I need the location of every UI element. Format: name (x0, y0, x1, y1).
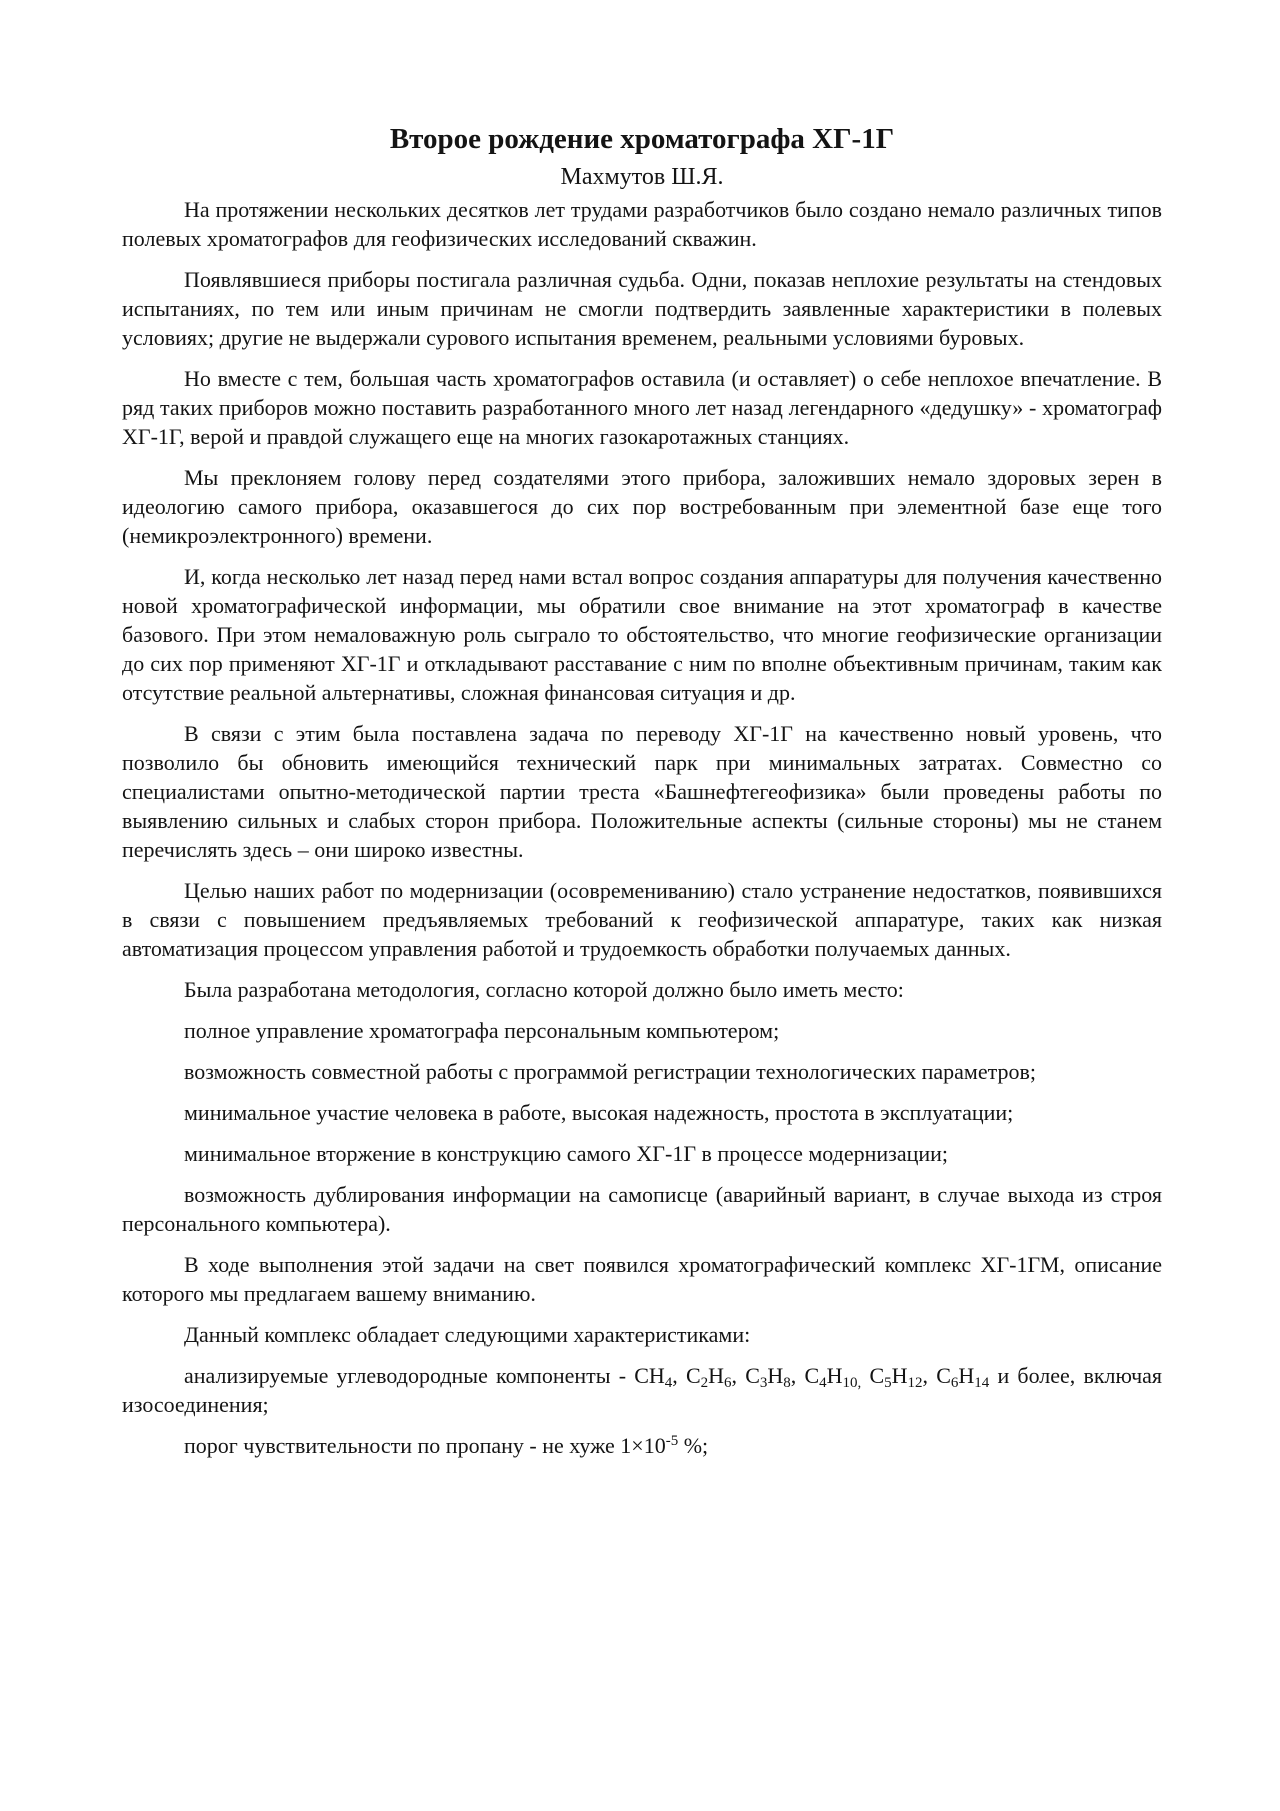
paragraph: Но вместе с тем, большая часть хроматографов оставила (и оставляет) о себе неплохое впечатление. В ряд таких приборов можно поставить разработанного много лет назад легендарного «дедушку» - хроматограф ХГ-1Г, верой и правдой служащего еще на многих газокаротажных станциях. (122, 366, 1162, 449)
list-item: полное управление хроматографа персональным компьютером; (184, 1018, 780, 1043)
formula-c4h10: $C_4H_{10,}$ (804, 1363, 862, 1391)
document-author: Махмутов Ш.Я. (560, 164, 724, 190)
formula-ch4: $CH_4$ (634, 1363, 673, 1391)
paragraph: В связи с этим была поставлена задача по переводу ХГ-1Г на качественно новый уровень, что позволило бы обновить имеющийся технический парк при минимальных затратах. Совместно со специалистами опытно-методической партии треста «Башнефтегеофизика» были проведены работы по выявлению сильных и слабых сторон прибора. Положительные аспекты (сильные стороны) мы не станем перечислять здесь – они широко известны. (122, 721, 1162, 862)
sensitivity-paragraph: порог чувствительности по пропану - не хуже $1\times 10^{-5}$ %; (184, 1433, 709, 1458)
components-paragraph: анализируемые углеводородные компоненты - $CH_4$, $C_2H_6$, $C_3H_8$, $C_4H_{10,}$ $C_5H_{12}$, $C_6H_{14}$ и более, включая изосоединения; (122, 1363, 1163, 1417)
document-title: Второе рождение хроматографа ХГ-1Г (389, 123, 895, 155)
document-page (122, 118, 1162, 1472)
paragraph: Данный комплекс обладает следующими характеристиками: (184, 1322, 751, 1347)
list-item: возможность совместной работы с программой регистрации технологических параметров; (184, 1059, 1036, 1084)
formula-c6h14: $C_6H_{14}$ (936, 1363, 990, 1391)
components-lead: анализируемые углеводородные компоненты - (184, 1363, 635, 1388)
paragraph: Целью наших работ по модернизации (осовремениванию) стало устранение недостатков, появившихся в связи с повышением предъявляемых требований к геофизической аппаратуре, таких как низкая автоматизация процессом управления работой и трудоемкость обработки получаемых данных. (122, 878, 1162, 961)
paragraph: На протяжении нескольких десятков лет трудами разработчиков было создано немало различных типов полевых хроматографов для геофизических исследований скважин. (122, 197, 1162, 251)
formula-c2h6: $C_2H_6$ (685, 1363, 732, 1391)
components-tail: и более, включая изосоединения; (122, 1363, 1163, 1417)
paragraph: Появлявшиеся приборы постигала различная судьба. Одни, показав неплохие результаты на стендовых испытаниях, по тем или иным причинам не смогли подтвердить заявленные характеристики в полевых условиях; другие не выдержали сурового испытания временем, реальными условиями буровых. (122, 267, 1162, 350)
paragraph: Была разработана методология, согласно которой должно было иметь место: (184, 977, 904, 1002)
formula-c5h12: $C_5H_{12}$ (869, 1363, 923, 1391)
formula-c3h8: $C_3H_8$ (745, 1363, 791, 1391)
paragraph: В ходе выполнения этой задачи на свет появился хроматографический комплекс ХГ-1ГМ, описание которого мы предлагаем вашему вниманию. (122, 1252, 1162, 1306)
list-item: минимальное участие человека в работе, высокая надежность, простота в эксплуатации; (184, 1100, 1014, 1125)
list-item: возможность дублирования информации на самописце (аварийный вариант, в случае выхода из строя персонального компьютера). (122, 1182, 1162, 1236)
paragraph: И, когда несколько лет назад перед нами встал вопрос создания аппаратуры для получения качественно новой хроматографической информации, мы обратили свое внимание на этот хроматограф в качестве базового. При этом немаловажную роль сыграло то обстоятельство, что многие геофизические организации до сих пор применяют ХГ-1Г и откладывают расставание с ним по вполне объективным причинам, таким как отсутствие реальной альтернативы, сложная финансовая ситуация и др. (122, 564, 1162, 705)
paragraph: Мы преклоняем голову перед создателями этого прибора, заложивших немало здоровых зерен в идеологию самого прибора, оказавшегося до сих пор востребованным при элементной базе еще того (немикроэлектронного) времени. (122, 465, 1162, 548)
list-item: минимальное вторжение в конструкцию самого ХГ-1Г в процессе модернизации; (184, 1141, 949, 1166)
